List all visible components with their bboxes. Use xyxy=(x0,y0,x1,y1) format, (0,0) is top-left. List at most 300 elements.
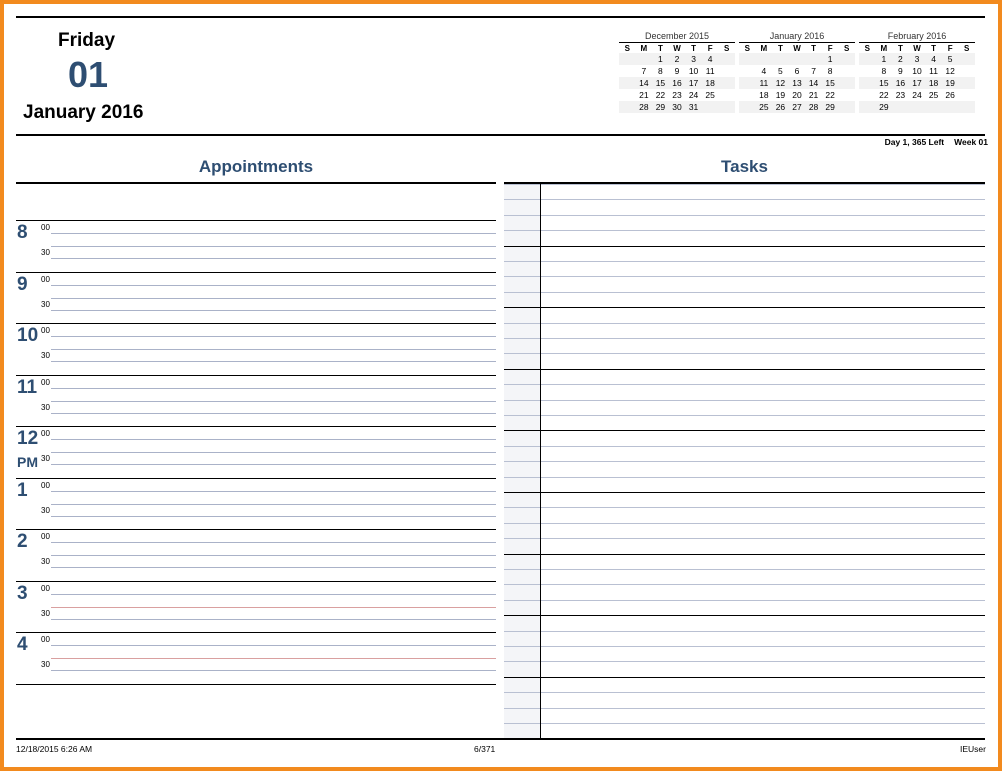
minute-30-label: 30 xyxy=(41,660,50,669)
calendar-day[interactable]: 15 xyxy=(879,78,889,88)
calendar-day[interactable]: 18 xyxy=(759,90,769,100)
task-checkbox-cell[interactable] xyxy=(504,216,540,230)
day-name: Friday xyxy=(58,30,116,51)
week-number: Week 01 xyxy=(954,137,988,147)
calendar-day[interactable]: 10 xyxy=(688,66,699,76)
calendar-day[interactable]: 17 xyxy=(912,78,922,88)
calendar-day[interactable]: 11 xyxy=(705,66,715,76)
writing-line xyxy=(51,298,496,299)
task-checkbox-cell[interactable] xyxy=(504,678,540,692)
writing-line xyxy=(51,361,496,362)
calendar-day xyxy=(942,101,959,113)
mini-calendar-week xyxy=(739,89,855,101)
writing-line xyxy=(51,464,496,465)
task-row[interactable] xyxy=(504,600,985,615)
task-checkbox-cell[interactable] xyxy=(504,370,540,384)
calendar-day[interactable]: 29 xyxy=(879,102,889,112)
mini-calendar-week xyxy=(619,65,735,77)
task-checkbox-cell[interactable] xyxy=(504,632,540,646)
writing-line xyxy=(51,542,496,543)
weekday-label: S xyxy=(624,44,630,53)
mini-calendar-week xyxy=(859,89,975,101)
calendar-day[interactable]: 11 xyxy=(929,66,938,76)
hour-slot[interactable] xyxy=(16,272,496,324)
calendar-day xyxy=(859,101,876,113)
calendar-day[interactable]: 27 xyxy=(792,102,802,112)
weekday-label: T xyxy=(811,44,816,53)
calendar-day[interactable]: 19 xyxy=(775,90,786,100)
calendar-day[interactable]: 12 xyxy=(775,78,786,88)
calendar-day[interactable]: 9 xyxy=(898,66,903,76)
task-row[interactable] xyxy=(504,199,985,214)
hour-label: 12 xyxy=(17,428,39,449)
calendar-day xyxy=(892,101,909,113)
task-checkbox-cell[interactable] xyxy=(504,308,540,322)
minute-30-label: 30 xyxy=(41,505,50,515)
task-checkbox-cell[interactable] xyxy=(504,231,540,245)
task-row[interactable] xyxy=(504,353,985,368)
calendar-day[interactable]: 10 xyxy=(912,66,922,76)
mini-calendar-weekdays xyxy=(739,42,855,53)
task-checkbox-cell[interactable] xyxy=(504,693,540,707)
day-number: 01 xyxy=(68,54,109,95)
calendar-day[interactable]: 18 xyxy=(705,78,715,88)
calendar-day xyxy=(619,77,636,89)
writing-line xyxy=(51,401,496,402)
task-row[interactable] xyxy=(504,246,985,261)
hour-label: 11 xyxy=(17,376,38,398)
minute-30-label: 30 xyxy=(41,608,50,618)
hour-slot[interactable] xyxy=(16,581,496,633)
calendar-day[interactable]: 1 xyxy=(827,54,833,64)
appointments-grid xyxy=(16,182,496,688)
calendar-day xyxy=(636,53,653,65)
calendar-day[interactable]: 24 xyxy=(688,90,699,100)
footer-user: IEUser xyxy=(960,744,986,754)
task-row[interactable] xyxy=(504,492,985,507)
minute-00-label: 00 xyxy=(41,377,50,387)
mini-calendar-week xyxy=(619,101,735,113)
calendar-day xyxy=(772,53,789,65)
hour-label: 10 xyxy=(17,325,39,346)
planner-page xyxy=(4,4,998,767)
calendar-day[interactable]: 28 xyxy=(639,102,649,112)
task-row[interactable] xyxy=(504,369,985,384)
calendar-day xyxy=(619,89,636,101)
hour-slot[interactable] xyxy=(16,632,496,684)
task-row[interactable] xyxy=(504,507,985,522)
calendar-day[interactable]: 2 xyxy=(674,54,680,64)
calendar-day[interactable]: 25 xyxy=(759,102,769,112)
task-row[interactable] xyxy=(504,261,985,276)
calendar-day xyxy=(619,65,636,77)
minute-00-label: 00 xyxy=(41,274,50,284)
writing-line xyxy=(51,607,496,608)
calendar-day[interactable]: 2 xyxy=(898,54,903,64)
task-checkbox-cell[interactable] xyxy=(504,724,540,738)
mini-calendar-title: February 2016 xyxy=(887,31,947,41)
writing-line xyxy=(51,233,496,234)
calendar-day[interactable]: 21 xyxy=(639,90,649,100)
task-row[interactable] xyxy=(504,477,985,492)
writing-line xyxy=(51,670,496,671)
task-checkbox-cell[interactable] xyxy=(504,539,540,553)
weekday-label: W xyxy=(673,44,681,53)
calendar-day[interactable]: 22 xyxy=(879,90,889,100)
task-checkbox-cell[interactable] xyxy=(504,662,540,676)
task-row[interactable] xyxy=(504,215,985,230)
calendar-day xyxy=(718,65,735,77)
weekday-label: T xyxy=(931,44,936,53)
calendar-day xyxy=(718,101,735,113)
calendar-day xyxy=(859,53,876,65)
calendar-day xyxy=(739,65,756,77)
mini-calendar xyxy=(739,30,855,113)
writing-line xyxy=(51,439,496,440)
task-checkbox-cell[interactable] xyxy=(504,262,540,276)
calendar-day xyxy=(718,89,735,101)
calendar-day[interactable]: 8 xyxy=(658,66,663,76)
minute-00-label: 00 xyxy=(41,532,50,541)
calendar-day[interactable]: 22 xyxy=(655,90,666,100)
task-row[interactable] xyxy=(504,615,985,630)
minute-30-label: 30 xyxy=(41,248,50,257)
mini-calendar-week xyxy=(859,53,975,65)
calendar-day[interactable]: 18 xyxy=(928,78,939,88)
task-row[interactable] xyxy=(504,292,985,307)
weekday-label: W xyxy=(793,44,801,53)
calendar-day[interactable]: 4 xyxy=(931,54,936,64)
task-checkbox-cell[interactable] xyxy=(504,447,540,461)
writing-line xyxy=(51,491,496,492)
minute-00-label: 00 xyxy=(41,429,50,438)
task-column-divider xyxy=(540,182,541,738)
task-row[interactable] xyxy=(504,461,985,476)
task-checkbox-cell[interactable] xyxy=(504,431,540,445)
minute-30-label: 30 xyxy=(41,454,50,463)
task-checkbox-cell[interactable] xyxy=(504,185,540,199)
hour-slot[interactable] xyxy=(16,220,496,272)
calendar-day xyxy=(838,101,855,113)
task-row[interactable] xyxy=(504,584,985,599)
mini-calendar xyxy=(859,30,975,113)
hour-slot[interactable] xyxy=(16,375,496,427)
mini-calendar-title: January 2016 xyxy=(769,31,825,41)
task-row[interactable] xyxy=(504,430,985,445)
calendar-day xyxy=(702,101,719,113)
footer-timestamp: 12/18/2015 6:26 AM xyxy=(16,744,93,754)
calendar-day[interactable]: 25 xyxy=(928,90,939,100)
mini-calendar-title: December 2015 xyxy=(644,31,710,41)
header-rule xyxy=(16,134,985,136)
calendar-day xyxy=(838,77,855,89)
calendar-day xyxy=(739,53,756,65)
calendar-day xyxy=(838,89,855,101)
calendar-day xyxy=(838,53,855,65)
weekday-label: F xyxy=(947,44,953,53)
writing-line xyxy=(51,310,496,311)
mini-calendar-week xyxy=(859,77,975,89)
writing-line xyxy=(51,388,496,389)
task-checkbox-cell[interactable] xyxy=(504,570,540,584)
weekday-label: S xyxy=(864,44,870,53)
writing-line xyxy=(51,594,496,595)
task-row[interactable] xyxy=(504,661,985,676)
calendar-day xyxy=(958,89,975,101)
weekday-label: S xyxy=(744,44,750,53)
task-checkbox-cell[interactable] xyxy=(504,247,540,261)
minute-30-label: 30 xyxy=(41,402,50,412)
calendar-day xyxy=(756,53,773,65)
weekday-label: T xyxy=(691,44,696,53)
calendar-day[interactable]: 12 xyxy=(945,66,955,76)
appointments-end-rule xyxy=(16,684,496,685)
task-row[interactable] xyxy=(504,276,985,291)
writing-line xyxy=(51,516,496,517)
calendar-day xyxy=(859,65,876,77)
calendar-day[interactable]: 5 xyxy=(778,66,783,76)
task-checkbox-cell[interactable] xyxy=(504,385,540,399)
mini-calendar-week xyxy=(739,101,855,113)
calendar-day[interactable]: 1 xyxy=(881,54,887,64)
task-row[interactable] xyxy=(504,692,985,707)
hour-slot[interactable] xyxy=(16,323,496,375)
weekday-label: S xyxy=(964,44,970,53)
calendar-day[interactable]: 8 xyxy=(827,66,833,76)
calendar-day xyxy=(925,101,942,113)
mini-calendar-week xyxy=(739,53,855,65)
calendar-day[interactable]: 31 xyxy=(688,102,699,112)
writing-line xyxy=(51,555,496,556)
calendar-day xyxy=(859,89,876,101)
minute-30-label: 30 xyxy=(41,557,50,566)
weekday-label: M xyxy=(640,44,648,53)
task-checkbox-cell[interactable] xyxy=(504,462,540,476)
task-checkbox-cell[interactable] xyxy=(504,647,540,661)
calendar-day xyxy=(739,77,756,89)
task-checkbox-cell[interactable] xyxy=(504,601,540,615)
writing-line xyxy=(51,619,496,620)
mini-calendar-week xyxy=(619,89,735,101)
task-checkbox-cell[interactable] xyxy=(504,324,540,338)
mini-calendar-week xyxy=(739,65,855,77)
calendar-day[interactable]: 15 xyxy=(655,78,666,88)
calendar-day[interactable]: 19 xyxy=(945,78,955,88)
calendar-day[interactable]: 30 xyxy=(672,102,682,112)
calendar-day xyxy=(838,65,855,77)
top-rule xyxy=(16,16,985,18)
calendar-day[interactable]: 7 xyxy=(811,66,816,76)
task-row[interactable] xyxy=(504,230,985,245)
mini-calendar-week xyxy=(859,65,975,77)
calendar-day[interactable]: 23 xyxy=(672,90,682,100)
calendar-day[interactable]: 4 xyxy=(707,54,713,64)
task-row[interactable] xyxy=(504,384,985,399)
calendar-day[interactable]: 3 xyxy=(691,54,696,64)
calendar-day[interactable]: 13 xyxy=(792,78,802,88)
calendar-day xyxy=(718,53,735,65)
appointments-title: Appointments xyxy=(198,157,314,176)
writing-line xyxy=(51,645,496,646)
calendar-day xyxy=(958,53,975,65)
task-checkbox-cell[interactable] xyxy=(504,478,540,492)
minute-00-label: 00 xyxy=(41,635,50,644)
calendar-day xyxy=(739,101,756,113)
mini-calendar-week xyxy=(739,77,855,89)
month-year: January 2016 xyxy=(23,102,144,123)
calendar-day[interactable]: 24 xyxy=(912,90,922,100)
task-checkbox-cell[interactable] xyxy=(504,354,540,368)
calendar-day[interactable]: 16 xyxy=(672,78,682,88)
weekday-label: F xyxy=(827,44,833,53)
weekday-label: T xyxy=(657,44,663,53)
weekday-label: M xyxy=(880,44,888,53)
minute-00-label: 00 xyxy=(41,583,50,593)
weekday-label: S xyxy=(724,44,730,53)
hour-label: 3 xyxy=(17,582,28,604)
task-checkbox-cell[interactable] xyxy=(504,508,540,522)
minute-00-label: 00 xyxy=(41,223,50,232)
task-checkbox-cell[interactable] xyxy=(504,339,540,353)
task-checkbox-cell[interactable] xyxy=(504,616,540,630)
task-row[interactable] xyxy=(504,708,985,723)
weekday-label: F xyxy=(707,44,713,53)
weekday-label: T xyxy=(777,44,783,53)
minute-00-label: 00 xyxy=(41,480,50,490)
hour-slot[interactable] xyxy=(16,529,496,581)
calendar-day[interactable]: 26 xyxy=(775,102,786,112)
hour-label: 1 xyxy=(17,479,28,501)
task-row[interactable] xyxy=(504,323,985,338)
minute-30-label: 30 xyxy=(41,351,50,360)
writing-line xyxy=(51,504,496,505)
task-row[interactable] xyxy=(504,415,985,430)
calendar-day[interactable]: 4 xyxy=(761,66,767,76)
weekday-label: W xyxy=(913,44,921,53)
calendar-day[interactable]: 5 xyxy=(947,54,953,64)
task-row[interactable] xyxy=(504,723,985,738)
mini-calendar-week xyxy=(619,77,735,89)
calendar-day[interactable]: 17 xyxy=(688,78,699,88)
mini-calendar-week xyxy=(859,101,975,113)
calendar-day[interactable]: 29 xyxy=(655,102,666,112)
weekday-label: M xyxy=(760,44,768,53)
calendar-day[interactable]: 14 xyxy=(639,78,649,88)
task-row[interactable] xyxy=(504,184,985,199)
task-row[interactable] xyxy=(504,338,985,353)
calendar-day xyxy=(805,53,822,65)
day-info xyxy=(875,137,988,147)
calendar-day[interactable]: 26 xyxy=(945,90,955,100)
task-checkbox-cell[interactable] xyxy=(504,416,540,430)
calendar-day[interactable]: 14 xyxy=(808,78,819,88)
task-checkbox-cell[interactable] xyxy=(504,401,540,415)
writing-line xyxy=(51,349,496,350)
calendar-day[interactable]: 9 xyxy=(674,66,680,76)
calendar-day[interactable]: 3 xyxy=(914,54,920,64)
calendar-day[interactable]: 29 xyxy=(825,102,835,112)
task-checkbox-cell[interactable] xyxy=(504,293,540,307)
day-count: Day 1, 365 Left xyxy=(884,137,945,147)
minute-30-label: 30 xyxy=(41,299,50,309)
mini-calendar xyxy=(619,30,735,113)
tasks-grid xyxy=(504,182,985,738)
task-checkbox-cell[interactable] xyxy=(504,493,540,507)
calendar-day[interactable]: 25 xyxy=(705,90,715,100)
task-checkbox-cell[interactable] xyxy=(504,277,540,291)
calendar-day[interactable]: 28 xyxy=(808,102,819,112)
task-checkbox-cell[interactable] xyxy=(504,524,540,538)
writing-line xyxy=(51,285,496,286)
calendar-day xyxy=(958,65,975,77)
hour-label: 9 xyxy=(17,273,28,295)
calendar-day[interactable]: 21 xyxy=(808,90,819,100)
hour-slot[interactable] xyxy=(16,478,496,530)
task-checkbox-cell[interactable] xyxy=(504,555,540,569)
task-row[interactable] xyxy=(504,538,985,553)
calendar-day xyxy=(619,101,636,113)
writing-line xyxy=(51,413,496,414)
calendar-day xyxy=(909,101,926,113)
task-row[interactable] xyxy=(504,446,985,461)
task-checkbox-cell[interactable] xyxy=(504,709,540,723)
hour-label: 4 xyxy=(17,634,28,655)
calendar-day[interactable]: 23 xyxy=(895,90,906,100)
task-row[interactable] xyxy=(504,307,985,322)
hour-slot[interactable] xyxy=(16,426,496,478)
mini-calendar-weekdays xyxy=(859,42,975,53)
calendar-day[interactable]: 8 xyxy=(881,66,887,76)
task-row[interactable] xyxy=(504,554,985,569)
calendar-day[interactable]: 16 xyxy=(895,78,906,88)
calendar-day xyxy=(859,77,876,89)
calendar-day[interactable]: 11 xyxy=(759,78,769,88)
calendar-day[interactable]: 6 xyxy=(794,66,800,76)
minute-00-label: 00 xyxy=(41,326,50,335)
task-row[interactable] xyxy=(504,677,985,692)
calendar-day xyxy=(958,77,975,89)
writing-line xyxy=(51,258,496,259)
task-row[interactable] xyxy=(504,569,985,584)
calendar-day[interactable]: 15 xyxy=(825,78,835,88)
tasks-title: Tasks xyxy=(721,157,768,176)
calendar-day xyxy=(619,53,636,65)
calendar-day[interactable]: 22 xyxy=(825,90,835,100)
calendar-day[interactable]: 1 xyxy=(658,54,663,64)
calendar-day xyxy=(718,77,735,89)
weekday-label: T xyxy=(897,44,903,53)
calendar-day xyxy=(958,101,975,113)
hour-label: 8 xyxy=(17,222,28,243)
writing-line xyxy=(51,567,496,568)
task-row[interactable] xyxy=(504,523,985,538)
task-checkbox-cell[interactable] xyxy=(504,585,540,599)
task-row[interactable] xyxy=(504,400,985,415)
calendar-day[interactable]: 20 xyxy=(792,90,802,100)
calendar-day xyxy=(739,89,756,101)
ampm-label: PM xyxy=(17,454,38,470)
weekday-label: S xyxy=(844,44,850,53)
writing-line xyxy=(51,452,496,453)
mini-calendar-weekdays xyxy=(619,42,735,53)
hour-label: 2 xyxy=(17,531,28,552)
calendar-day xyxy=(789,53,806,65)
task-row[interactable] xyxy=(504,646,985,661)
calendar-day[interactable]: 7 xyxy=(641,66,647,76)
bottom-rule xyxy=(16,738,985,740)
task-row[interactable] xyxy=(504,631,985,646)
task-checkbox-cell[interactable] xyxy=(504,200,540,214)
